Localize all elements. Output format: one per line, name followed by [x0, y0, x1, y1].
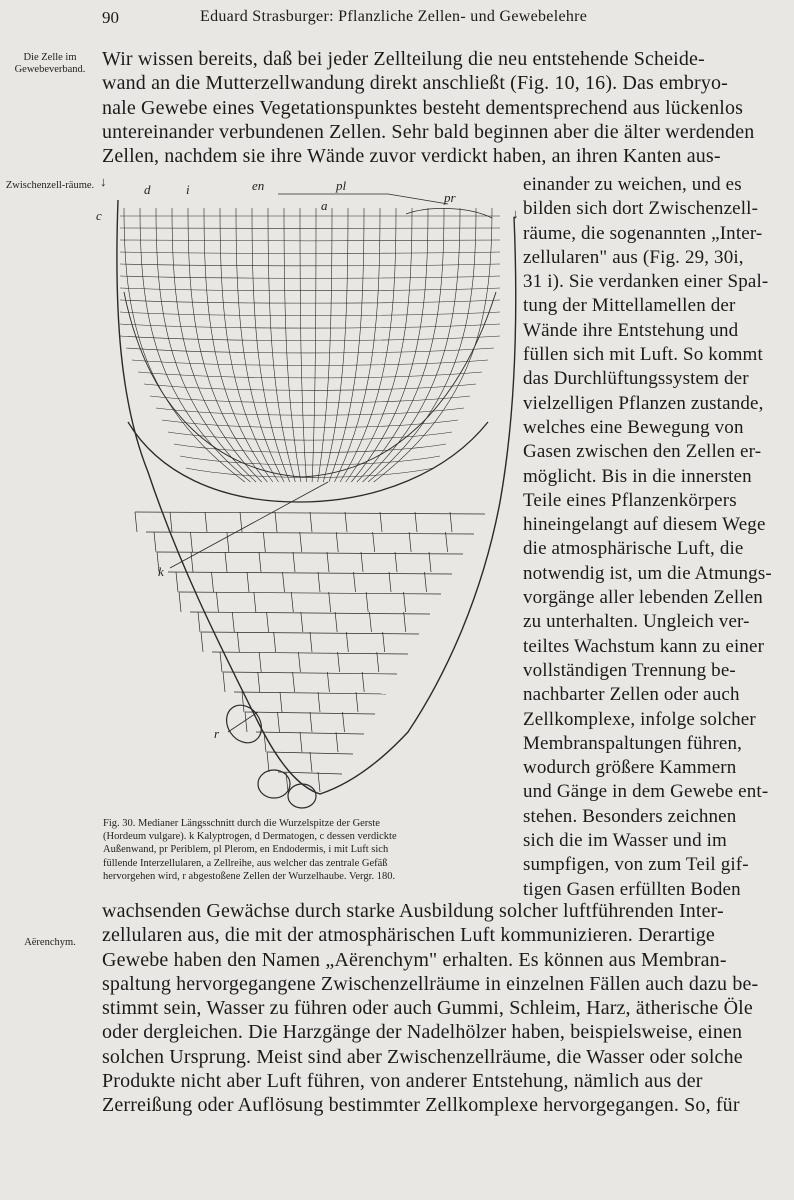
cap-cell-wall: [274, 632, 276, 652]
text-line: vielzelligen Pflanzen zustande,: [523, 392, 764, 414]
paragraph-bottom: [102, 899, 784, 1118]
cell-file-line: [357, 208, 444, 482]
text-line: Membranspaltungen führen,: [523, 732, 743, 754]
cap-cell-wall: [225, 552, 227, 572]
label-bracket-pl: [278, 194, 448, 204]
cap-row-line: [190, 612, 430, 614]
cap-row-line: [256, 732, 364, 734]
cap-cell-wall: [170, 512, 172, 532]
text-line: Zellen, nachdem sie ihre Wände zuvor verdickt haben, an ihren Kanten aus-: [102, 145, 721, 168]
cap-row-line: [179, 592, 441, 594]
cap-row-line: [146, 532, 474, 534]
text-line: Teile eines Pflanzenkörpers: [523, 489, 737, 511]
cell-file-line: [220, 208, 279, 482]
cap-cell-wall: [318, 692, 320, 712]
cell-file-line: [268, 208, 295, 482]
cap-cell-wall: [404, 592, 406, 612]
cap-cell-wall: [404, 612, 406, 632]
cell-file-line: [335, 208, 381, 482]
figure-label-en: en: [252, 178, 265, 193]
cap-cell-wall: [205, 512, 207, 532]
cap-cell-wall: [415, 512, 417, 532]
text-line: bilden sich dort Zwischenzell-: [523, 198, 759, 220]
cap-cell-wall: [329, 592, 331, 612]
cell-file-line: [368, 208, 476, 482]
text-line: nale Gewebe eines Vegetationspunktes besteht dementsprechend aus lückenlos: [102, 96, 744, 119]
cell-wall-line: [168, 432, 452, 440]
cap-cell-wall: [310, 632, 312, 652]
text-line: räume, die sogenannten „Inter-: [523, 222, 763, 244]
cap-cell-wall: [446, 532, 448, 552]
cap-cell-wall: [190, 532, 192, 552]
cap-cell-wall: [300, 732, 302, 752]
caption-line: Außenwand, pr Periblem, pl Plerom, en Endodermis, i mit Luft sich: [103, 844, 389, 856]
text-line: zellularen" aus (Fig. 29, 30i,: [523, 246, 744, 268]
text-line: wand an die Mutterzellwandung direkt anschließt (Fig. 10, 16). Das embryo-: [102, 72, 728, 95]
cap-cell-wall: [395, 552, 397, 572]
root-tip-illustration: [88, 172, 528, 812]
text-line: untereinander verbundenen Zellen. Sehr bald beginnen aber die älter werdenden: [102, 120, 755, 143]
cap-cell-wall: [335, 612, 337, 632]
cap-cell-wall: [380, 512, 382, 532]
text-line: vollständigen Trennung be-: [523, 659, 736, 681]
cap-cell-wall: [310, 512, 312, 532]
text-line: teiltes Wachstum kann zu einer: [523, 635, 765, 657]
cap-cell-wall: [301, 612, 303, 632]
text-line: 31 i). Sie verdanken einer Spal-: [523, 271, 769, 293]
cap-cell-wall: [362, 672, 364, 692]
cap-row-line: [212, 652, 408, 654]
text-line: Wir wissen bereits, daß bei jeder Zellteilung die neu entstehende Scheide-: [102, 48, 705, 70]
cell-wall-line: [126, 348, 494, 353]
text-line: Zellkomplexe, infolge solcher: [523, 708, 756, 730]
cap-cell-wall: [373, 532, 375, 552]
cap-cell-wall: [258, 672, 260, 692]
margin-note-aerenchyma: Aërenchym.: [24, 937, 76, 948]
cap-cell-wall: [318, 772, 320, 792]
cell-wall-line: [144, 384, 476, 390]
label-leader-k: [170, 482, 328, 568]
text-line: oder dergleichen. Die Harzgänge der Nadelhölzer haben, beispielsweise, einen: [102, 1021, 743, 1044]
text-line: Produkte nicht aber Luft führen, von anderer Entstehung, nämlich aus der: [102, 1070, 703, 1093]
cap-cell-wall: [346, 632, 348, 652]
cap-cell-wall: [361, 552, 363, 572]
text-line: tung der Mittellamellen der: [523, 295, 736, 317]
cap-cell-wall: [336, 732, 338, 752]
cap-row-line: [168, 572, 452, 574]
cap-row-line: [157, 552, 463, 554]
text-line: Gewebe haben den Namen „Aërenchym" erhalten. Es können aus Membran-: [102, 948, 727, 971]
text-line: stehen. Besonders zeichnen: [523, 805, 737, 827]
cap-cell-wall: [354, 572, 356, 592]
cap-cell-wall: [223, 672, 225, 692]
text-line: Gasen zwischen den Zellen er-: [523, 441, 762, 463]
cap-cell-wall: [259, 652, 261, 672]
cap-cell-wall: [345, 512, 347, 532]
cap-cell-wall: [267, 612, 269, 632]
cap-cell-wall: [216, 592, 218, 612]
text-line: notwendig ist, um die Atmungs-: [523, 562, 772, 584]
cap-cell-wall: [338, 652, 340, 672]
cell-wall-line: [120, 324, 500, 328]
cell-file-line: [204, 208, 273, 482]
label-leader-r: [228, 712, 258, 732]
cap-cell-wall: [327, 552, 329, 572]
cap-cell-wall: [300, 532, 302, 552]
cap-row-line: [223, 672, 397, 674]
cell-wall-line: [120, 288, 500, 291]
cap-cell-wall: [242, 692, 244, 712]
cap-cell-wall: [135, 512, 137, 532]
cap-cell-wall: [293, 672, 295, 692]
text-line: stimmt sein, Wasser zu führen oder auch Gummi, Schleim, Harz, ätherische Öle: [102, 997, 753, 1020]
cap-cell-wall: [298, 652, 300, 672]
cap-cell-wall: [237, 632, 239, 652]
text-line: sumpfigen, von zum Teil gif-: [523, 854, 749, 876]
text-line: nachbarter Zellen oder auch: [523, 684, 740, 706]
text-line: tigen Gasen erfüllten Boden: [523, 878, 741, 900]
cap-cell-wall: [369, 612, 371, 632]
cap-cell-wall: [212, 572, 214, 592]
sloughed-cell: [258, 770, 290, 798]
text-line: vorgänge aller lebenden Zellen: [523, 587, 763, 609]
cap-cell-wall: [201, 632, 203, 652]
sloughed-cell: [219, 698, 268, 749]
cap-cell-wall: [310, 712, 312, 732]
cell-file-line: [236, 208, 284, 482]
cap-cell-wall: [254, 592, 256, 612]
cell-file-line: [351, 208, 428, 482]
text-line: die atmosphärische Luft, die: [523, 538, 744, 560]
text-line: wachsenden Gewächse durch starke Ausbildung solcher luftführenden Inter-: [102, 900, 724, 922]
paragraph-top: [102, 47, 784, 168]
cell-wall-line: [120, 276, 500, 278]
caption-line: hervorgehen wird, r abgestoßene Zellen der Wurzelhaube. Vergr. 180.: [103, 870, 396, 882]
paragraph-side-column: [523, 173, 781, 902]
text-line: füllen sich mit Luft. So kommt: [523, 344, 763, 366]
cap-cell-wall: [198, 612, 200, 632]
cell-wall-line: [120, 240, 500, 241]
figure-label-d: d: [144, 182, 151, 197]
cell-wall-line: [132, 360, 488, 365]
cell-wall-line: [138, 372, 482, 378]
text-line: und Gänge in dem Gewebe ent-: [523, 781, 769, 803]
text-line: sich die im Wasser und im: [523, 830, 727, 852]
cell-file-line: [172, 208, 262, 482]
text-line: zu unterhalten. Ungleich ver-: [523, 611, 750, 633]
figure-label-i: i: [186, 182, 190, 197]
cap-cell-wall: [280, 692, 282, 712]
cap-cell-wall: [283, 572, 285, 592]
figure-caption: [103, 817, 515, 883]
sloughed-cell: [288, 784, 316, 808]
margin-note-intercellular: Zwischenzell-räume.: [5, 180, 95, 191]
cap-cell-wall: [232, 612, 234, 632]
cap-cell-wall: [179, 592, 181, 612]
caption-line: (Hordeum vulgare). k Kalyptrogen, d Dermatogen, c dessen verdickte: [103, 831, 397, 843]
cell-file-line: [312, 208, 316, 482]
page-number: 90: [102, 8, 119, 27]
figure-label-r: r: [214, 726, 220, 741]
cap-row-line: [278, 772, 342, 774]
text-line: wodurch größere Kammern: [523, 757, 737, 779]
figure-label-a: a: [321, 198, 328, 213]
label-bracket-pr: [406, 208, 492, 218]
cap-cell-wall: [429, 552, 431, 572]
cap-cell-wall: [293, 552, 295, 572]
cell-file-line: [329, 208, 364, 482]
cap-cell-wall: [220, 652, 222, 672]
cap-cell-wall: [366, 592, 368, 612]
cap-cell-wall: [291, 592, 293, 612]
cell-file-line: [340, 208, 396, 482]
root-tip-figure: [88, 172, 528, 812]
cell-wall-line: [120, 312, 500, 316]
cap-cell-wall: [383, 632, 385, 652]
margin-note-cell-in-tissue: Die Zelle im Gewebeverband.: [14, 52, 86, 75]
text-line: das Durchlüftungssystem der: [523, 368, 749, 390]
cell-file-line: [284, 208, 301, 482]
cap-cell-wall: [259, 552, 261, 572]
cell-file-line: [318, 208, 332, 482]
cap-cell-wall: [247, 572, 249, 592]
cap-cell-wall: [343, 712, 345, 732]
cap-cell-wall: [409, 532, 411, 552]
text-line: einander zu weichen, und es: [523, 174, 742, 195]
cell-wall-line: [150, 396, 470, 403]
cap-cell-wall: [245, 712, 247, 732]
caption-line: Fig. 30. Medianer Längsschnitt durch die Wurzelspitze der Gerste: [103, 818, 380, 829]
cap-cell-wall: [267, 752, 269, 772]
text-line: spaltung hervorgegangene Zwischenzellräume in einzelnen Fällen auch dazu be-: [102, 972, 759, 995]
cap-cell-wall: [389, 572, 391, 592]
cap-cell-wall: [336, 532, 338, 552]
figure-label-c: c: [96, 208, 102, 223]
text-line: zellularen aus, die mit der atmosphärischen Luft kommunizieren. Derartige: [102, 924, 715, 947]
figure-label-pl: pl: [336, 178, 347, 193]
text-line: Zerreißung oder Auflösung bestimmter Zellkomplexe hervorgegangen. So, für: [102, 1094, 740, 1117]
cap-cell-wall: [327, 672, 329, 692]
cap-cell-wall: [227, 532, 229, 552]
cap-cell-wall: [310, 752, 312, 772]
cap-cell-wall: [318, 572, 320, 592]
cap-cell-wall: [263, 532, 265, 552]
cap-cell-wall: [356, 692, 358, 712]
figure-label-arrow-right: ↓: [512, 206, 519, 221]
cell-file-line: [300, 208, 307, 482]
text-line: Wände ihre Entstehung und: [523, 319, 739, 341]
text-line: möglicht. Bis in die innersten: [523, 465, 752, 487]
text-line: hineingelangt auf diesem Wege: [523, 514, 766, 536]
cap-cell-wall: [450, 512, 452, 532]
cap-cell-wall: [275, 512, 277, 532]
figure-label-arrow-left: ↓: [100, 174, 107, 189]
cell-wall-line: [120, 264, 500, 266]
cap-row-line: [234, 692, 386, 694]
running-title: Eduard Strasburger: Pflanzliche Zellen- und Gewebelehre: [200, 8, 588, 25]
cap-cell-wall: [425, 572, 427, 592]
figure-label-k: k: [158, 564, 164, 579]
text-line: welches eine Bewegung von: [523, 416, 744, 438]
cap-cell-wall: [377, 652, 379, 672]
cap-cell-wall: [154, 532, 156, 552]
cap-cell-wall: [176, 572, 178, 592]
cell-file-line: [323, 208, 348, 482]
text-line: solchen Ursprung. Meist sind aber Zwischenzellräume, die Wasser oder solche: [102, 1045, 743, 1068]
figure-label-pr: pr: [444, 190, 456, 205]
cap-cell-wall: [278, 712, 280, 732]
cap-cell-wall: [191, 552, 193, 572]
caption-line: füllende Interzellularen, a Zellreihe, aus welcher das zentrale Gefäß: [103, 857, 388, 869]
cell-file-line: [374, 208, 492, 482]
cell-wall-line: [120, 336, 500, 341]
